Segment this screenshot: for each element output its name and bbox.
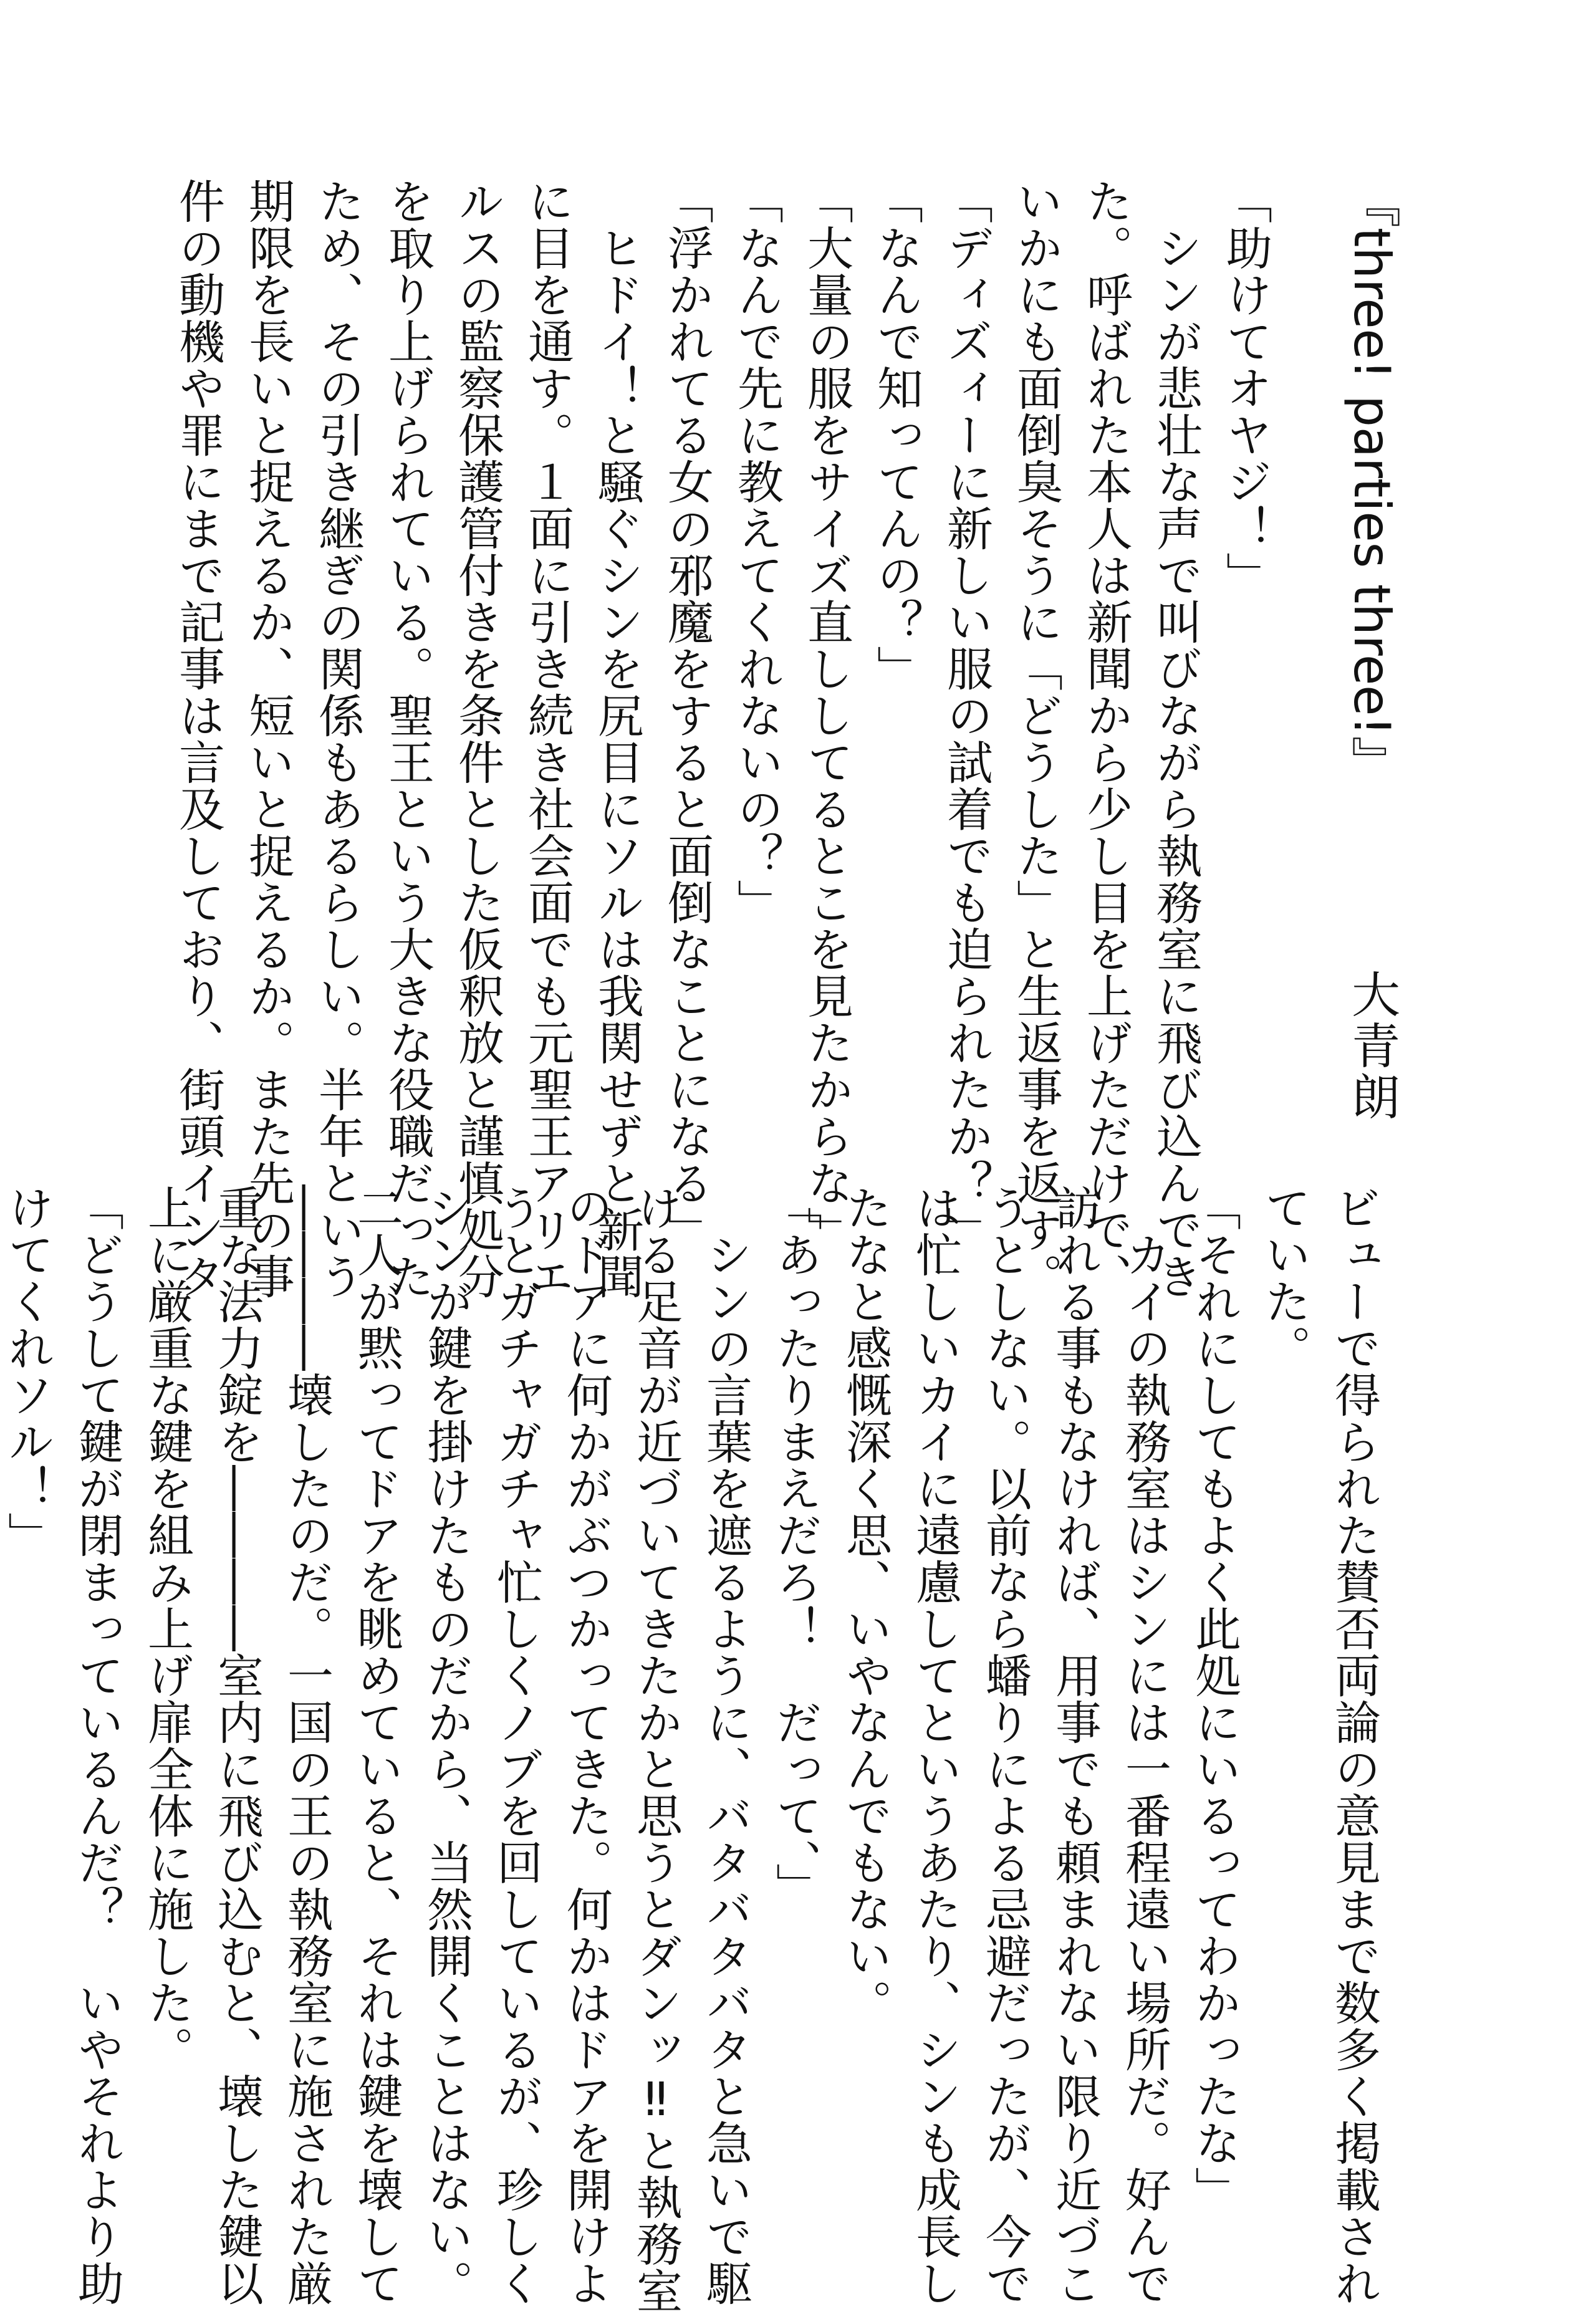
text-line: 「なんで知ってんの？」	[870, 178, 923, 692]
text-line: は忙しいカイに遠慮してというあたり、シンも成長し	[908, 1184, 962, 2307]
upper-text-block	[163, 178, 1281, 1300]
text-line: ける足音が近づいてきたかと思うとダンッ‼と執務室	[629, 1184, 683, 2314]
text-line: たなと感慨深く思、いやなんでもない。	[839, 1184, 892, 2026]
text-line: 訪れる事もなければ、用事でも頼まれない限り近づこ	[1048, 1184, 1102, 2307]
text-line: シンが悲壮な声で叫びながら執務室に飛び込んでき	[1149, 178, 1203, 1300]
text-line: に目を通す。１面に引き続き社会面でも元聖王アリエ	[521, 178, 574, 1300]
text-line: シンの言葉を遮るように、バタバタバタと急いで駆	[699, 1184, 752, 2307]
text-line: 「あったりまえだろ！ だって、」	[769, 1184, 822, 1909]
text-line: た。呼ばれた本人は新聞から少し目を上げただけで、	[1079, 178, 1133, 1300]
text-line: 二人が黙ってドアを眺めていると、それは鍵を壊して	[350, 1184, 403, 2307]
text-line: 「浮かれてる女の邪魔をすると面倒なことになる」	[660, 178, 714, 1253]
text-line: ヒドイ！と騒ぐシンを尻目にソルは我関せずと新聞	[590, 178, 644, 1300]
text-line: 「それにしてもよく此処にいるってわかったな」	[1188, 1184, 1241, 2213]
text-line: いかにも面倒臭そうに「どうした」と生返事を返す。	[1009, 178, 1063, 1300]
text-line: ――――壊したのだ。一国の王の執務室に施された厳	[280, 1184, 334, 2307]
text-line: 「大量の服をサイズ直ししてるとこを見たからな」	[800, 178, 853, 1253]
text-line: ていた。	[1257, 1184, 1311, 1371]
text-line: ルスの監察保護管付きを条件とした仮釈放と謹慎処分	[451, 178, 504, 1300]
text-line: 期限を長いと捉えるか、短いと捉えるか。また先の事	[241, 178, 295, 1300]
story-title: 『three! parties three!』	[1343, 178, 1401, 786]
text-line: ビューで得られた賛否両論の意見まで数多く掲載され	[1327, 1184, 1381, 2307]
text-line: 「なんで先に教えてくれないの？」	[730, 178, 784, 926]
text-line: 「どうして鍵が閉まっているんだ？ いやそれより助	[70, 1184, 124, 2307]
text-line: 「助けてオヤジ！」	[1219, 178, 1272, 598]
text-line: カイの執務室はシンには一番程遠い場所だ。好んで	[1118, 1184, 1171, 2307]
text-line: 「ディズィーに新しい服の試着でも迫られたか？」	[940, 178, 993, 1253]
text-line: けてくれソル！」	[1, 1184, 54, 1558]
text-line: のドアに何かがぶつかってきた。何かはドアを開けよ	[559, 1184, 613, 2307]
text-line: 上に厳重な鍵を組み上げ扉全体に施した。	[140, 1184, 194, 2073]
author-name: 大青朗	[1344, 969, 1400, 1123]
text-line: 件の動機や罪にまで記事は言及しており、街頭インタ	[171, 178, 225, 1300]
lower-text-block	[0, 1184, 1389, 2314]
text-line: うとしない。以前なら蟠りによる忌避だったが、今で	[978, 1184, 1032, 2307]
text-line: うとガチャガチャ忙しくノブを回しているが、珍しく	[489, 1184, 543, 2307]
text-line: 重な法力錠を――――室内に飛び込むと、壊した鍵以	[210, 1184, 264, 2307]
text-line: ため、その引き継ぎの関係もあるらしい。半年という	[311, 178, 365, 1300]
text-line: を取り上げられている。聖王という大きな役職だった	[381, 178, 435, 1300]
text-line: シンが鍵を掛けたものだから、当然開くことはない。	[420, 1184, 473, 2307]
